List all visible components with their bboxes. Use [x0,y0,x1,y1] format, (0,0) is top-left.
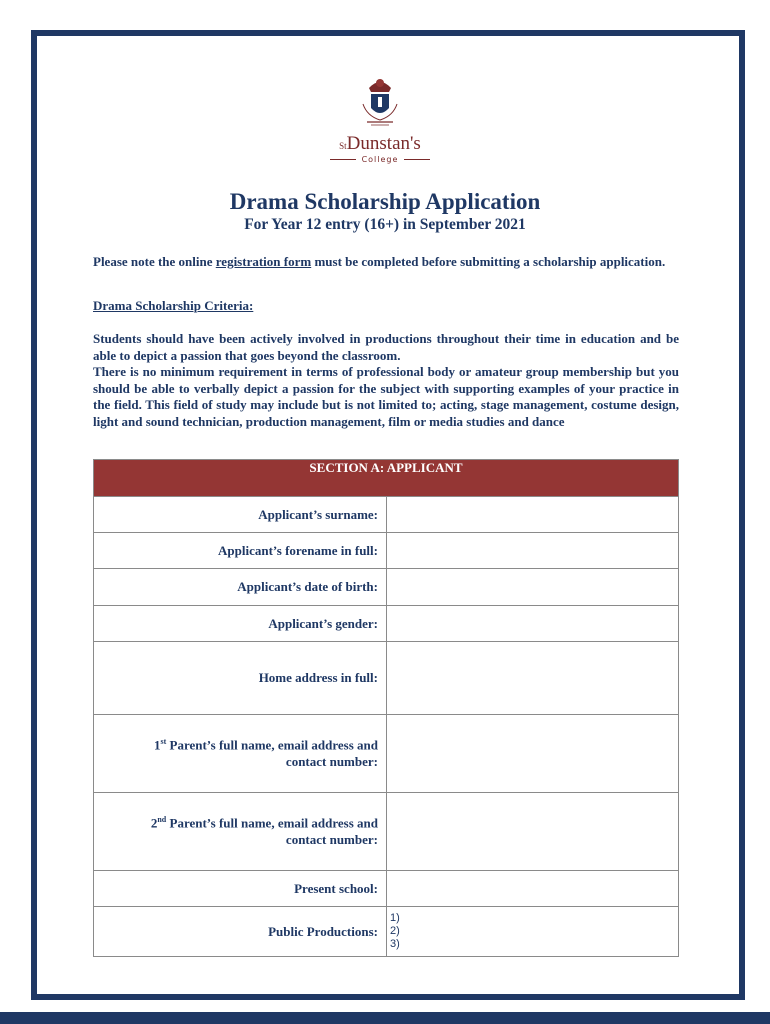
registration-form-link[interactable]: registration form [215,254,312,269]
surname-field[interactable] [387,497,679,533]
note-text-after: must be completed before submitting a scholarship application. [311,254,666,269]
parent1-label-line2: contact number: [285,753,378,769]
parent2-label [94,793,387,871]
productions-label: Public Productions: [94,907,387,957]
parent1-field[interactable] [387,715,679,793]
productions-field[interactable] [387,907,679,957]
applicant-form [93,459,679,957]
parent2-ordinal: 2 [150,815,158,831]
forename-field[interactable] [387,533,679,569]
section-a-header [94,460,679,497]
page-subtitle: For Year 12 entry (16+) in September 2021 [244,216,526,233]
criteria-paragraph-1: Students should have been actively involved in productions throughout their time in education and be able to depict a passion that goes beyond the classroom. [93,331,679,363]
college-subtitle [320,155,440,164]
production-slot-2[interactable]: 2) [390,925,400,937]
parent2-row [94,793,679,871]
surname-row [94,497,679,533]
dob-row [94,569,679,606]
section-a-title: SECTION A: APPLICANT [94,460,679,497]
note-text-before: Please note the online [93,254,216,269]
production-slot-1[interactable]: 1) [390,912,400,924]
page-title: Drama Scholarship Application [229,189,541,214]
parent1-row [94,715,679,793]
college-name-prefix: St [339,141,347,151]
registration-note [93,254,679,271]
address-label: Home address in full: [94,642,387,715]
college-name-main: Dunstan's [346,133,421,154]
college-word: College [361,155,399,164]
surname-label: Applicant’s surname: [94,497,387,533]
dob-label: Applicant’s date of birth: [94,569,387,606]
logo-rule-left [330,159,356,160]
parent1-ordinal: 1 [153,737,161,753]
parent1-ordinal-suffix: st [160,737,167,747]
school-field[interactable] [387,871,679,907]
address-field[interactable] [387,642,679,715]
school-row [94,871,679,907]
college-name [320,134,440,154]
forename-label: Applicant’s forename in full: [94,533,387,569]
gender-label: Applicant’s gender: [94,606,387,642]
school-label: Present school: [94,871,387,907]
criteria-paragraph-2: There is no minimum requirement in terms of professional body or amateur group membership but you should be able to verbally depict a passion for the subject with supporting examples of your practice in the field. This field of study may include but is not limited to; acting, stage management, costume design, light and sound technician, production management, film or media studies and dance [93,364,679,429]
footer-bar [0,1012,770,1024]
parent2-field[interactable] [387,793,679,871]
crest-icon [357,74,403,132]
production-slot-3[interactable]: 3) [390,938,400,950]
parent1-label-line1: Parent’s full name, email address and [166,737,378,753]
parent2-label-line2: contact number: [285,831,378,847]
criteria-body [93,331,679,430]
criteria-heading: Drama Scholarship Criteria: [93,298,254,313]
parent1-label [94,715,387,793]
gender-field[interactable] [387,606,679,642]
gender-row [94,606,679,642]
dob-field[interactable] [387,569,679,606]
college-logo [320,74,440,174]
productions-row [94,907,679,957]
parent2-ordinal-suffix: nd [157,815,167,825]
logo-rule-right [404,159,430,160]
forename-row [94,533,679,569]
address-row [94,642,679,715]
parent2-label-line1: Parent’s full name, email address and [166,815,378,831]
